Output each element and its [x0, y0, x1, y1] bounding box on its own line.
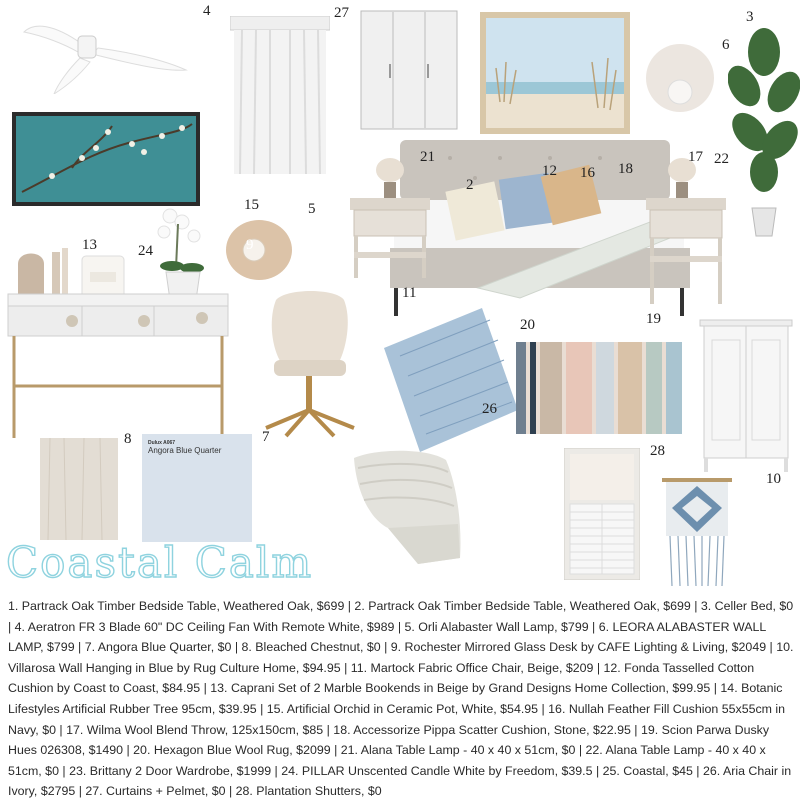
plantation-shutters-image [564, 448, 640, 580]
beach-artwork-image [480, 12, 630, 134]
item-number: 3 [746, 9, 754, 25]
item-number: 27 [334, 5, 349, 21]
item-number: 5 [308, 201, 316, 217]
alabaster-wall-lamp-image [640, 38, 720, 118]
item-number: 19 [646, 311, 661, 327]
item-number: 7 [262, 429, 270, 445]
wood-swatch-image [40, 438, 118, 540]
bedside-table-left-image [348, 156, 432, 280]
item-number: 16 [580, 165, 595, 181]
striped-rug-image [516, 342, 682, 434]
paint-brand-text: Dulux [148, 440, 162, 446]
board-title: Coastal Calm [6, 538, 314, 587]
white-wardrobe-image [696, 314, 796, 474]
item-number: 13 [82, 237, 97, 253]
item-number: 28 [650, 443, 665, 459]
item-number: 6 [722, 37, 730, 53]
item-number: 2 [466, 177, 474, 193]
item-number: 22 [714, 151, 729, 167]
item-number: 12 [542, 163, 557, 179]
item-number: 21 [420, 149, 435, 165]
paint-code: A067 [163, 440, 176, 446]
item-number: 9 [246, 237, 254, 253]
item-number: 17 [688, 149, 703, 165]
product-list-caption: 1. Partrack Oak Timber Bedside Table, Weathered Oak, $699 | 2. Partrack Oak Timber Bedside Table, Weathered Oak, $699 | 3. Celler Bed, $0 | 4. Aeratron FR 3 Blade 60" DC Ceiling Fan With Remote White, $989 | 5. Orli Alabaster Wall Lamp, $799 | 6. LEORA ALABASTER WALL LAMP, $799 | 7. Angora Blue Quarter, $0 | 8. Bleached Chestnut, $0 | 9. Rochester Mirrored Glass Desk by CAFE Lighting & Living, $2049 | 10. Villarosa Wall Hanging in Blue by Rug Culture Home, $94.95 | 11. Martock Fabric Office Chair, Beige, $209 | 12. Fonda Tasselled Cotton Cushion by Coast to Coast, $84.95 | 13. Caprani Set of 2 Marble Bookends in Beige by Grand Designs Home Collection, $99.95 | 14. Botanic Lifestyles Artificial Rubber Tree 95cm, $39.95 | 15. Artificial Orchid in Ceramic Pot, White, $54.95 | 16. Nullah Feather Fill Cushion 55x55cm in Navy, $0 | 17. Wilma Wool Blend Throw, 125x150cm, $85 | 18. Accessorize Pippa Scatter Cushion, Stone, $22.95 | 19. Scion Parwa Dusky Hues 026308, $1490 | 20. Hexagon Blue Wool Rug, $2099 | 21. Alana Table Lamp - 40 x 40 x 51cm, $0 | 22. Alana Table Lamp - 40 x 40 x 51cm, $0 | 23. Brittany 2 Door Wardrobe, $1999 | 24. PILLAR Unscented Candle White by Freedom, $39.5 | 25. Coastal, $45 | 26. Aria Chair in Ivory, $2795 | 27. Curtains + Pelmet, $0 | 28. Plantation Shutters, $0 [8, 599, 794, 799]
wardrobe-image [360, 10, 458, 130]
item-number: 24 [138, 243, 153, 259]
aria-chair-image [348, 448, 468, 568]
office-chair-image [256, 290, 364, 442]
paint-swatch [142, 434, 252, 542]
bedside-table-right-image [644, 156, 728, 306]
item-number: 18 [618, 161, 633, 177]
ceiling-fan-image [14, 14, 194, 94]
item-number: 26 [482, 401, 497, 417]
blossom-artwork-image [12, 112, 200, 206]
wall-lamp-image [224, 218, 294, 282]
item-number: 8 [124, 431, 132, 447]
item-number: 4 [203, 3, 211, 19]
hexagon-rug-image [380, 306, 522, 454]
paint-name: Angora Blue Quarter [148, 446, 222, 455]
wall-hanging-image [662, 478, 732, 588]
item-number: 10 [766, 471, 781, 487]
orchid-image [156, 206, 212, 302]
mirrored-desk-image [6, 292, 230, 440]
rubber-tree-image [728, 22, 800, 238]
item-number: 20 [520, 317, 535, 333]
item-number: 15 [244, 197, 259, 213]
curtains-image [230, 16, 330, 176]
item-number: 11 [402, 285, 417, 301]
